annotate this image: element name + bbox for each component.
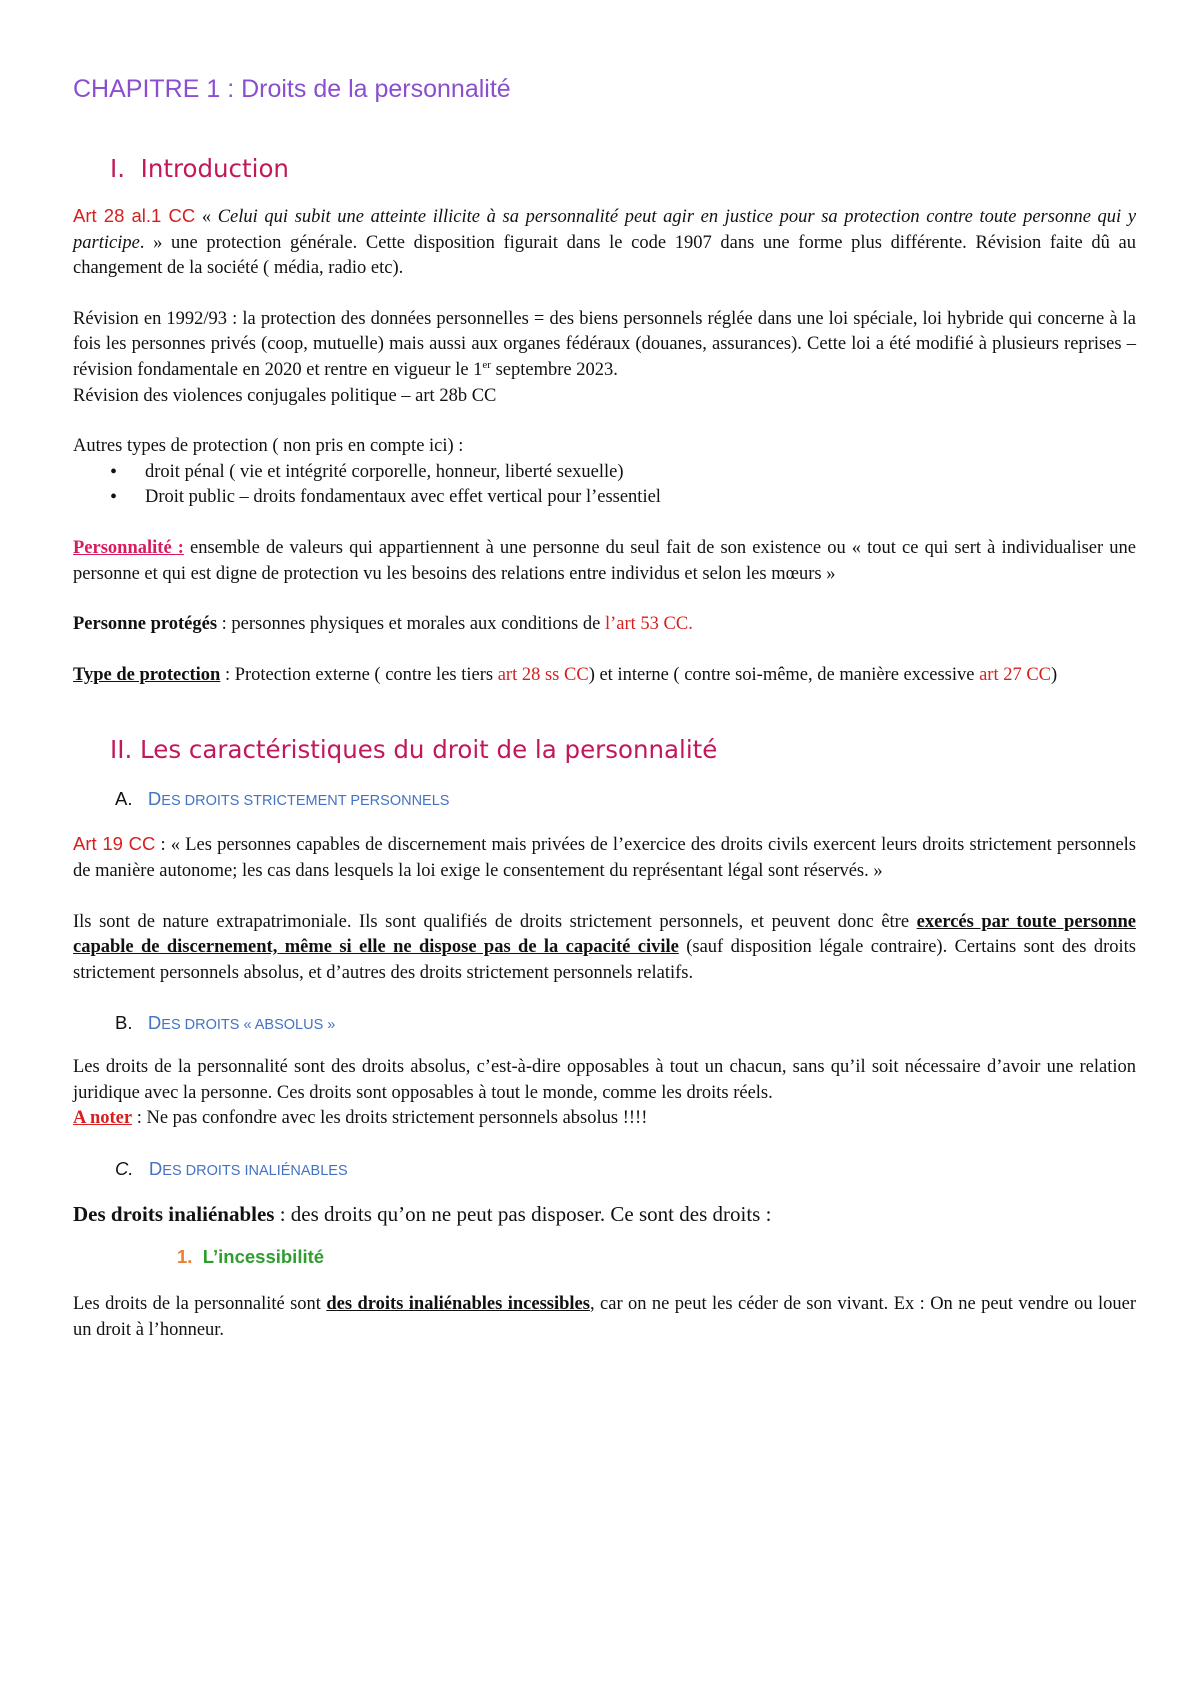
personnalite-text: ensemble de valeurs qui appartiennent à une personne du seul fait de son existence ou « tout ce qui sert à individualiser une personne et qui est digne de protection vu les besoins des relations entre individus et selon les mœurs » <box>73 537 1136 584</box>
type-protection-text: ) <box>1051 664 1058 685</box>
item-1-title: L’incessibilité <box>202 1246 325 1268</box>
paragraph-text: (sauf disposition légale contraire). Certains sont des droits strictement personnels absolus, et d’autres des droits strictement personnels relatifs. <box>73 937 1136 983</box>
subsection-b-title-initial: D <box>147 1012 162 1034</box>
autres-intro: Autres types de protection ( non pris en compte ici) : <box>73 436 464 457</box>
autres-list <box>73 460 1136 511</box>
paragraph-text: , car on ne peut les céder de son vivant. Ex : On ne peut vendre ou louer un droit à l’honneur. <box>73 1294 1136 1340</box>
section-1-number: I. <box>110 154 126 183</box>
art28-quote: Celui qui subit une atteinte illicite à sa personnalité peut agir en justice pour sa protection contre toute personne qui y participe <box>73 207 1137 253</box>
paragraph-text: Les droits de la personnalité sont <box>73 1294 327 1315</box>
revision-text: Révision en 1992/93 : la protection des données personnelles = des biens personnels réglée dans une loi spéciale, loi hybride qui concerne à la fois les personnes privés (coop, mutuelle) mais aussi aux organes fédéraux (douanes, assurances). Cette loi a été modifié à plusieurs reprises – révision fondamentale en 2020 et rentre en vigueur le 1 <box>73 308 1136 380</box>
inalienables-text: : des droits qu’on ne peut pas disposer. Ce sont des droits : <box>274 1202 772 1227</box>
art53-ref: l’art 53 CC. <box>604 614 693 635</box>
absolus-text: Les droits de la personnalité sont des droits absolus, c’est-à-dire opposables à tout un chacun, sans qu’il soit nécessaire d’avoir une relation juridique avec la personne. Ces droits sont opposables à tout le monde, comme les droits réels. <box>73 1057 1136 1103</box>
incessibilite-paragraph <box>73 1292 1136 1343</box>
section-2-title: Les caractéristiques du droit de la personnalité <box>140 735 718 765</box>
subsection-a-title-initial: D <box>147 788 162 810</box>
list-item: • Droit public – droits fondamentaux avec effet vertical pour l’essentiel <box>145 485 1136 511</box>
subsection-c-title-initial: D <box>148 1158 163 1180</box>
revision-date: septembre 2023. <box>490 359 618 380</box>
inalienables-label: Des droits inaliénables <box>73 1202 275 1227</box>
art19-text: : « Les personnes capables de discernement mais privées de l’exercice des droits civils exercent leurs droits strictement personnels de manière autonome; les cas dans lesquels la loi exige le consentement du représentant légal sont réservés. » <box>73 835 1137 881</box>
art28-open-quote: « <box>195 207 218 227</box>
item-1-heading <box>73 1244 1136 1270</box>
section-1-heading <box>73 153 1136 185</box>
art28-paragraph <box>73 203 1136 282</box>
section-2-number: II. <box>110 735 133 765</box>
incessibles-emphasis: des droits inaliénables incessibles <box>326 1294 590 1315</box>
type-protection-text: : Protection externe ( contre les tiers <box>220 664 498 685</box>
section-1-title: Introduction <box>140 154 289 183</box>
subsection-b-title-rest: ES DROITS « ABSOLUS » <box>161 1017 336 1034</box>
revision-paragraph <box>73 307 1136 384</box>
chapter-title: CHAPITRE 1 : Droits de la personnalité <box>73 75 511 103</box>
type-protection-text: ) et interne ( contre soi-même, de manière excessive <box>588 664 980 685</box>
a-noter-text: : Ne pas confondre avec les droits strictement personnels absolus !!!! <box>132 1108 648 1129</box>
subsection-a-letter: A. <box>115 788 133 810</box>
strictement-personnels-paragraph <box>73 910 1136 987</box>
subsection-b-title <box>148 1012 335 1033</box>
subsection-c-title <box>149 1158 348 1179</box>
personne-protegee-text: : personnes physiques et morales aux conditions de <box>217 614 605 635</box>
personnalite-paragraph <box>73 536 1136 587</box>
subsection-a-title <box>148 788 450 809</box>
art19-paragraph <box>73 831 1136 884</box>
absolus-paragraph <box>73 1055 1136 1132</box>
art28-ref: Art 28 al.1 CC <box>73 205 196 226</box>
revision-superscript: er <box>482 358 491 371</box>
subsection-c-title-rest: ES DROITS INALIÉNABLES <box>162 1163 348 1180</box>
subsection-b-heading <box>73 1010 1136 1038</box>
art27-ref: art 27 CC <box>979 664 1052 685</box>
art28-rest: . » une protection générale. Cette disposition figurait dans le code 1907 dans une forme plus différente. Révision faite dû au changement de la société ( média, radio etc). <box>73 232 1136 279</box>
personnalite-label: Personnalité : <box>73 537 184 558</box>
inalienables-lead <box>73 1200 1136 1228</box>
paragraph-text: Ils sont de nature extrapatrimoniale. Ils sont qualifiés de droits strictement personnels, et peuvent donc être <box>73 911 917 932</box>
art19-ref: Art 19 CC <box>73 833 156 855</box>
section-2-heading <box>73 734 1136 766</box>
personne-protegee-paragraph <box>73 612 1136 638</box>
list-item: • droit pénal ( vie et intégrité corporelle, honneur, liberté sexuelle) <box>145 460 1136 486</box>
type-protection-label: Type de protection <box>73 664 221 685</box>
type-protection-paragraph <box>73 663 1136 689</box>
revision-violence-paragraph: Révision des violences conjugales politique – art 28b CC <box>73 385 497 406</box>
subsection-c-letter: C. <box>115 1158 134 1180</box>
subsection-a-heading <box>73 786 1136 814</box>
capable-discernement-emphasis: exercés par toute personne capable de discernement, même si elle ne dispose pas de la capacité civile <box>73 911 1136 958</box>
item-1-number: 1. <box>177 1246 193 1268</box>
a-noter-label: A noter <box>73 1108 133 1129</box>
subsection-b-letter: B. <box>115 1012 133 1034</box>
personne-protegee-label: Personne protégés <box>73 614 218 635</box>
subsection-a-title-rest: ES DROITS STRICTEMENT PERSONNELS <box>161 793 450 810</box>
subsection-c-heading <box>73 1156 1136 1184</box>
art28ss-ref: art 28 ss CC <box>497 664 589 685</box>
